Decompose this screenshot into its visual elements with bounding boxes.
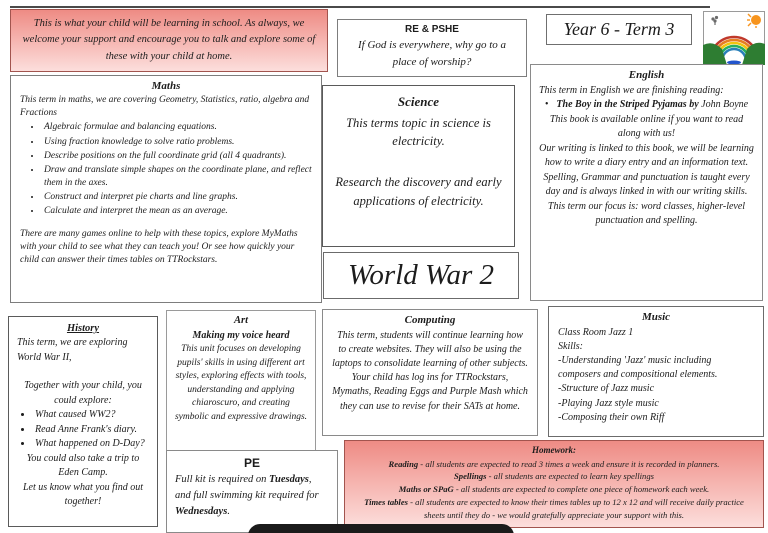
music-line: Class Room Jazz 1 [558, 326, 634, 338]
english-paragraph: This book is available online if you want to read along with us! [549, 113, 744, 140]
history-title: History [66, 323, 100, 334]
music-line: -Understanding 'Jazz' music including composers and compositional elements. [558, 354, 718, 381]
homework-label: Maths or SPaG [398, 484, 454, 495]
science-box [322, 85, 515, 247]
homework-text: - all students are expected to learn key spellings [486, 471, 654, 482]
maths-bullet: • Draw and translate simple shapes on the coordinate plane, and reflect them in the axes. [42, 164, 312, 190]
maths-bullet: • Algebraic formulae and balancing equations. [42, 121, 312, 134]
science-title: Science [397, 94, 440, 109]
pe-day: Tuesdays [269, 474, 309, 485]
pe-day: Wednesdays [175, 505, 228, 517]
maths-bullet: • Construct and interpret pie charts and line graphs. [42, 191, 312, 204]
book-author: John Boyne [701, 99, 749, 111]
art-box [166, 310, 316, 470]
pe-text: , and full swimming kit required for [175, 474, 319, 501]
music-line: -Playing Jazz style music [558, 397, 659, 409]
maths-bullet-list [20, 121, 312, 218]
pe-box [166, 450, 338, 533]
re-pshe-title: RE & PSHE [405, 24, 459, 35]
english-title: English [628, 69, 665, 81]
homework-title: Homework: [532, 445, 576, 455]
history-bullet: • What caused WW2? [33, 408, 149, 423]
history-paragraph: You could also take a trip to Eden Camp. [26, 452, 140, 479]
homework-text: - all students are expected to know their times tables up to 12 x 12 and will receive daily practice sheets until they do - we would gratefully appreciate your support with this. [407, 497, 744, 521]
pe-title: PE [243, 456, 260, 470]
slide-top-edge [10, 6, 710, 8]
maths-outro: There are many games online to help with these topics, explore MyMaths with your child to see what they can teach you! Or see how quickly your child can answer their times tables on TTRockstars. [20, 229, 298, 266]
intro-note-box [10, 9, 328, 72]
homework-label: Spellings [454, 471, 487, 482]
science-paragraph: Research the discovery and early applications of electricity. [335, 175, 502, 208]
english-paragraph: Spelling, Grammar and punctuation is taught every day and is always linked in with our writing skills. This term our focus is: word classes, higher-level punctuation and spelling. [543, 171, 750, 227]
music-line: -Structure of Jazz music [558, 383, 655, 395]
science-paragraph: This terms topic in science is electricity. [346, 115, 491, 149]
re-pshe-box [337, 19, 527, 77]
maths-bullet: • Describe positions on the full coordinate grid (all 4 quadrants). [42, 150, 312, 163]
school-logo [703, 11, 765, 65]
english-paragraph: Our writing is linked to this book, we will be learning how to write a diary entry and an information text. [539, 142, 754, 169]
computing-body: This term, students will continue learning how to create websites. They will also be using the laptops to consolidate learning of other subjects. Your child has log ins for TTRockstars, Mymaths, Reading Eggs and Purple Mash which they can use to revise for their SATs at home. [332, 329, 528, 412]
re-pshe-question: If God is everywhere, why go to a place of worship? [357, 39, 507, 68]
english-intro: This term in English we are finishing reading: [539, 84, 724, 96]
art-title: Art [233, 315, 248, 326]
homework-text: - all students are expected to read 3 times a week and ensure it is recorded in planners. [418, 458, 720, 469]
homework-label: Reading [388, 458, 419, 469]
history-bullet: • Read Anne Frank's diary. [33, 423, 149, 438]
homework-line [355, 470, 753, 483]
maths-intro: This term in maths, we are covering Geometry, Statistics, ratio, algebra and Fractions [20, 95, 310, 119]
history-box [8, 316, 158, 527]
history-bullet: • What happened on D-Day? [33, 437, 149, 452]
history-paragraph: Let us know what you find out together! [23, 481, 143, 508]
homework-box [344, 440, 764, 528]
homework-line [355, 496, 753, 522]
year-term-label: Year 6 - Term 3 [563, 19, 675, 39]
homework-label: Times tables [364, 497, 408, 508]
homework-text: - all students are expected to complete one piece of homework each week. [453, 484, 710, 495]
history-paragraph: This term, we are exploring World War II, [17, 337, 128, 363]
computing-title: Computing [404, 314, 456, 326]
homework-line [355, 458, 753, 471]
computing-box [322, 309, 538, 436]
pe-text: Full kit is required on [175, 474, 270, 485]
topic-title-box [323, 252, 519, 299]
history-bullet-list [17, 408, 149, 452]
english-book-bullet [539, 98, 754, 113]
maths-bullet: • Calculate and interpret the mean as an average. [42, 205, 312, 218]
history-paragraph: Together with your child, you could explore: [24, 380, 142, 406]
year-term-box [546, 14, 692, 45]
intro-note-text: This is what your child will be learning in school. As always, we welcome your support and encourage you to talk and explore some of these with your child at home. [22, 18, 316, 62]
pe-body [175, 472, 329, 519]
music-line: -Composing their own Riff [558, 411, 665, 423]
music-line: Skills: [558, 340, 583, 352]
pe-text: . [227, 505, 230, 517]
music-box [548, 306, 764, 437]
bottom-dock-pill[interactable] [248, 524, 514, 533]
book-title: The Boy in the Striped Pyjamas by [556, 99, 699, 111]
art-subtitle: Making my voice heard [192, 329, 290, 341]
topic-title: World War 2 [347, 259, 495, 291]
homework-line [355, 483, 753, 496]
english-box [530, 64, 763, 301]
maths-title: Maths [151, 80, 181, 92]
maths-bullet: • Using fraction knowledge to solve ratio problems. [42, 136, 312, 149]
music-title: Music [641, 311, 671, 323]
art-body: This unit focuses on developing pupils' skills in using different art styles, exploring effects with tools, understanding and applying chiaroscuro, and creating symbolic and expressive drawings. [174, 344, 308, 422]
maths-box [10, 75, 322, 303]
